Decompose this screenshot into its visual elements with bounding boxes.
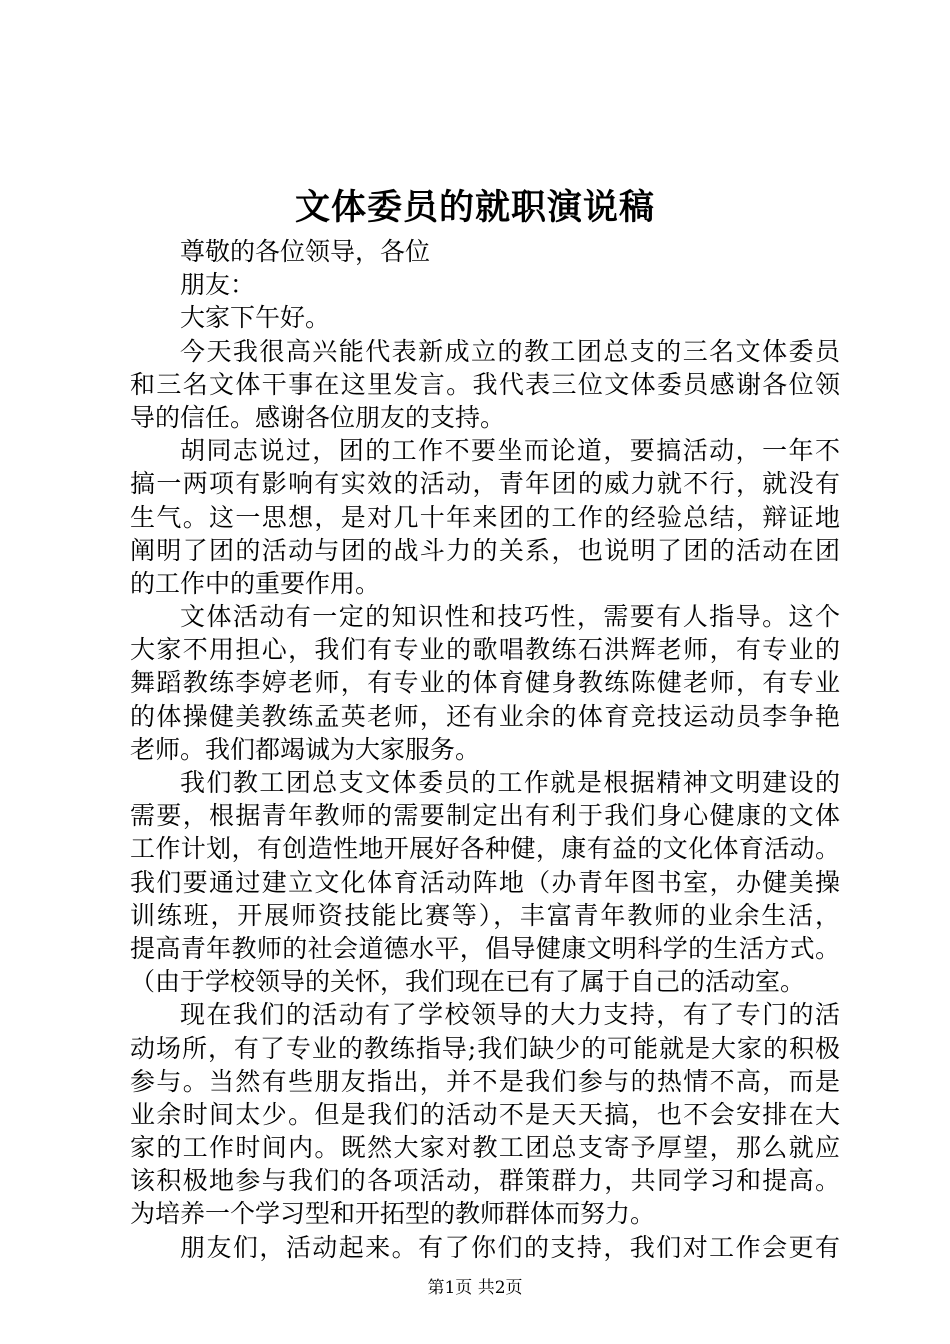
text-line: 尊敬的各位领导，各位 <box>180 237 431 266</box>
document-body <box>130 235 840 1264</box>
text-line: 家的工作时间内。既然大家对教工团总支寄予厚望，那么就应 <box>130 1133 840 1163</box>
document-title: 文体委员的就职演说稿 <box>294 188 655 228</box>
page-footer: 第1页 共2页 <box>427 1278 523 1298</box>
text-line: 需要，根据青年教师的需要制定出有利于我们身心健康的文体 <box>130 801 840 831</box>
text-line: 朋友们，活动起来。有了你们的支持，我们对工作会更有 <box>180 1232 840 1262</box>
text-line: 我们要通过建立文化体育活动阵地（办青年图书室，办健美操 <box>130 867 840 897</box>
text-line: 的工作中的重要作用。 <box>130 568 381 598</box>
text-line: 该积极地参与我们的各项活动，群策群力，共同学习和提高。 <box>130 1166 840 1196</box>
text-line: 动场所，有了专业的教练指导;我们缺少的可能就是大家的积极 <box>130 1033 840 1063</box>
text-line: （由于学校领导的关怀，我们现在已有了属于自己的活动室。 <box>130 967 806 997</box>
text-line: 文体活动有一定的知识性和技巧性，需要有人指导。这个 <box>180 602 840 632</box>
text-line: 大家不用担心，我们有专业的歌唱教练石洪辉老师，有专业的 <box>130 635 840 665</box>
text-line: 阐明了团的活动与团的战斗力的关系，也说明了团的活动在团 <box>130 535 840 565</box>
text-line: 胡同志说过，团的工作不要坐而论道，要搞活动，一年不 <box>180 436 840 466</box>
text-line: 和三名文体干事在这里发言。我代表三位文体委员感谢各位领 <box>130 369 840 399</box>
text-line: 今天我很高兴能代表新成立的教工团总支的三名文体委员 <box>180 336 840 366</box>
text-line: 现在我们的活动有了学校领导的大力支持，有了专门的活 <box>180 1000 840 1030</box>
text-line: 搞一两项有影响有实效的活动，青年团的威力就不行，就没有 <box>130 469 840 499</box>
text-line: 训练班，开展师资技能比赛等），丰富青年教师的业余生活， <box>130 900 840 930</box>
text-line: 我们教工团总支文体委员的工作就是根据精神文明建设的 <box>180 768 840 797</box>
text-line: 生气。这一思想，是对几十年来团的工作的经验总结，辩证地 <box>130 502 840 532</box>
text-line: 朋友： <box>180 270 256 300</box>
text-line: 工作计划，有创造性地开展好各种健，康有益的文化体育活动。 <box>130 834 840 864</box>
text-line: 业余时间太少。但是我们的活动不是天天搞，也不会安排在大 <box>130 1099 840 1129</box>
text-line: 导的信任。感谢各位朋友的支持。 <box>130 402 506 432</box>
text-line: 参与。当然有些朋友指出，并不是我们参与的热情不高，而是 <box>130 1066 840 1096</box>
text-line: 大家下午好。 <box>180 303 331 333</box>
text-line: 老师。我们都竭诚为大家服务。 <box>130 734 481 764</box>
text-line: 舞蹈教练李婷老师，有专业的体育健身教练陈健老师，有专业 <box>130 668 840 698</box>
text-line: 的体操健美教练孟英老师，还有业余的体育竞技运动员李争艳 <box>130 701 840 731</box>
text-line: 为培养一个学习型和开拓型的教师群体而努力。 <box>130 1199 656 1229</box>
text-line: 提高青年教师的社会道德水平，倡导健康文明科学的生活方式。 <box>130 933 840 963</box>
